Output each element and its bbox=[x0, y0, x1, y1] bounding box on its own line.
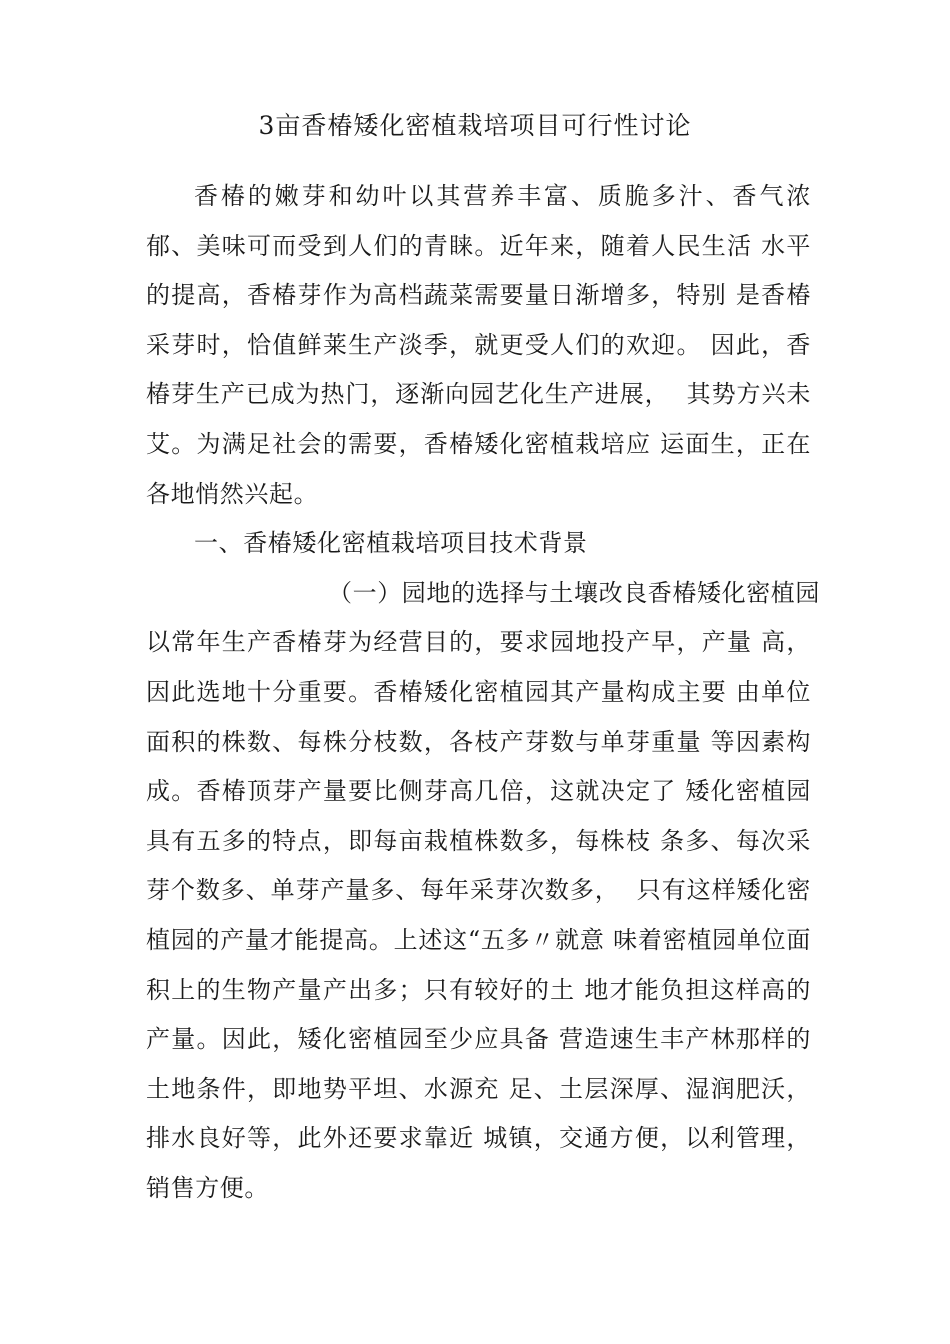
paragraph-line: 面积的株数、每株分枝数，各枝产芽数与单芽重量 等因素构 bbox=[146, 727, 811, 756]
paragraph-line: 郁、美味可而受到人们的青睐。近年来，随着人民生活 水平 bbox=[146, 231, 811, 260]
paragraph-line: 芽个数多、单芽产量多、每年采芽次数多， 只有这样矮化密 bbox=[146, 876, 811, 905]
paragraph-line: 因此选地十分重要。香椿矮化密植园其产量构成主要 由单位 bbox=[146, 677, 811, 706]
paragraph-line: 香椿的嫩芽和幼叶以其营养丰富、质脆多汁、香气浓 bbox=[194, 182, 811, 210]
paragraph-line: 排水良好等，此外还要求靠近 城镇，交通方便，以利管理， bbox=[146, 1124, 811, 1153]
paragraph-line: 各地悄然兴起。 bbox=[146, 479, 319, 508]
paragraph-line: 积上的生物产量产出多；只有较好的土 地才能负担这样高的 bbox=[146, 975, 811, 1004]
paragraph-line: 椿芽生产已成为热门，逐渐向园艺化生产进展， 其势方兴未 bbox=[146, 380, 811, 409]
paragraph-line: 销售方便。 bbox=[146, 1173, 269, 1202]
paragraph-line: 产量。因此，矮化密植园至少应具备 营造速生丰产林那样的 bbox=[146, 1025, 811, 1054]
subsection-heading-line: （一）园地的选择与土壤改良香椿矮化密植园 bbox=[328, 578, 820, 607]
paragraph-line: 艾。为满足社会的需要，香椿矮化密植栽培应 运面生，正在 bbox=[146, 429, 811, 458]
document-title: 3亩香椿矮化密植栽培项目可行性讨论 bbox=[258, 111, 692, 140]
paragraph-line: 具有五多的特点，即每亩栽植株数多，每株枝 条多、每次采 bbox=[146, 826, 811, 855]
paragraph-line: 土地条件，即地势平坦、水源充 足、土层深厚、湿润肥沃， bbox=[146, 1074, 811, 1103]
paragraph-line: 成。香椿顶芽产量要比侧芽高几倍，这就决定了 矮化密植园 bbox=[146, 777, 811, 806]
paragraph-line: 采芽时，恰值鲜莱生产淡季，就更受人们的欢迎。 因此，香 bbox=[146, 330, 811, 359]
section-heading: 一、香椿矮化密植栽培项目技术背景 bbox=[194, 529, 588, 558]
document-body bbox=[146, 172, 820, 1213]
paragraph-line: 植园的产量才能提高。上述这“五多〃就意 味着密植园单位面 bbox=[146, 925, 811, 954]
paragraph-line: 的提高，香椿芽作为高档蔬菜需要量日渐增多，特别 是香椿 bbox=[146, 281, 811, 310]
paragraph-line: 以常年生产香椿芽为经营目的，要求园地投产早，产量 高， bbox=[146, 628, 811, 657]
